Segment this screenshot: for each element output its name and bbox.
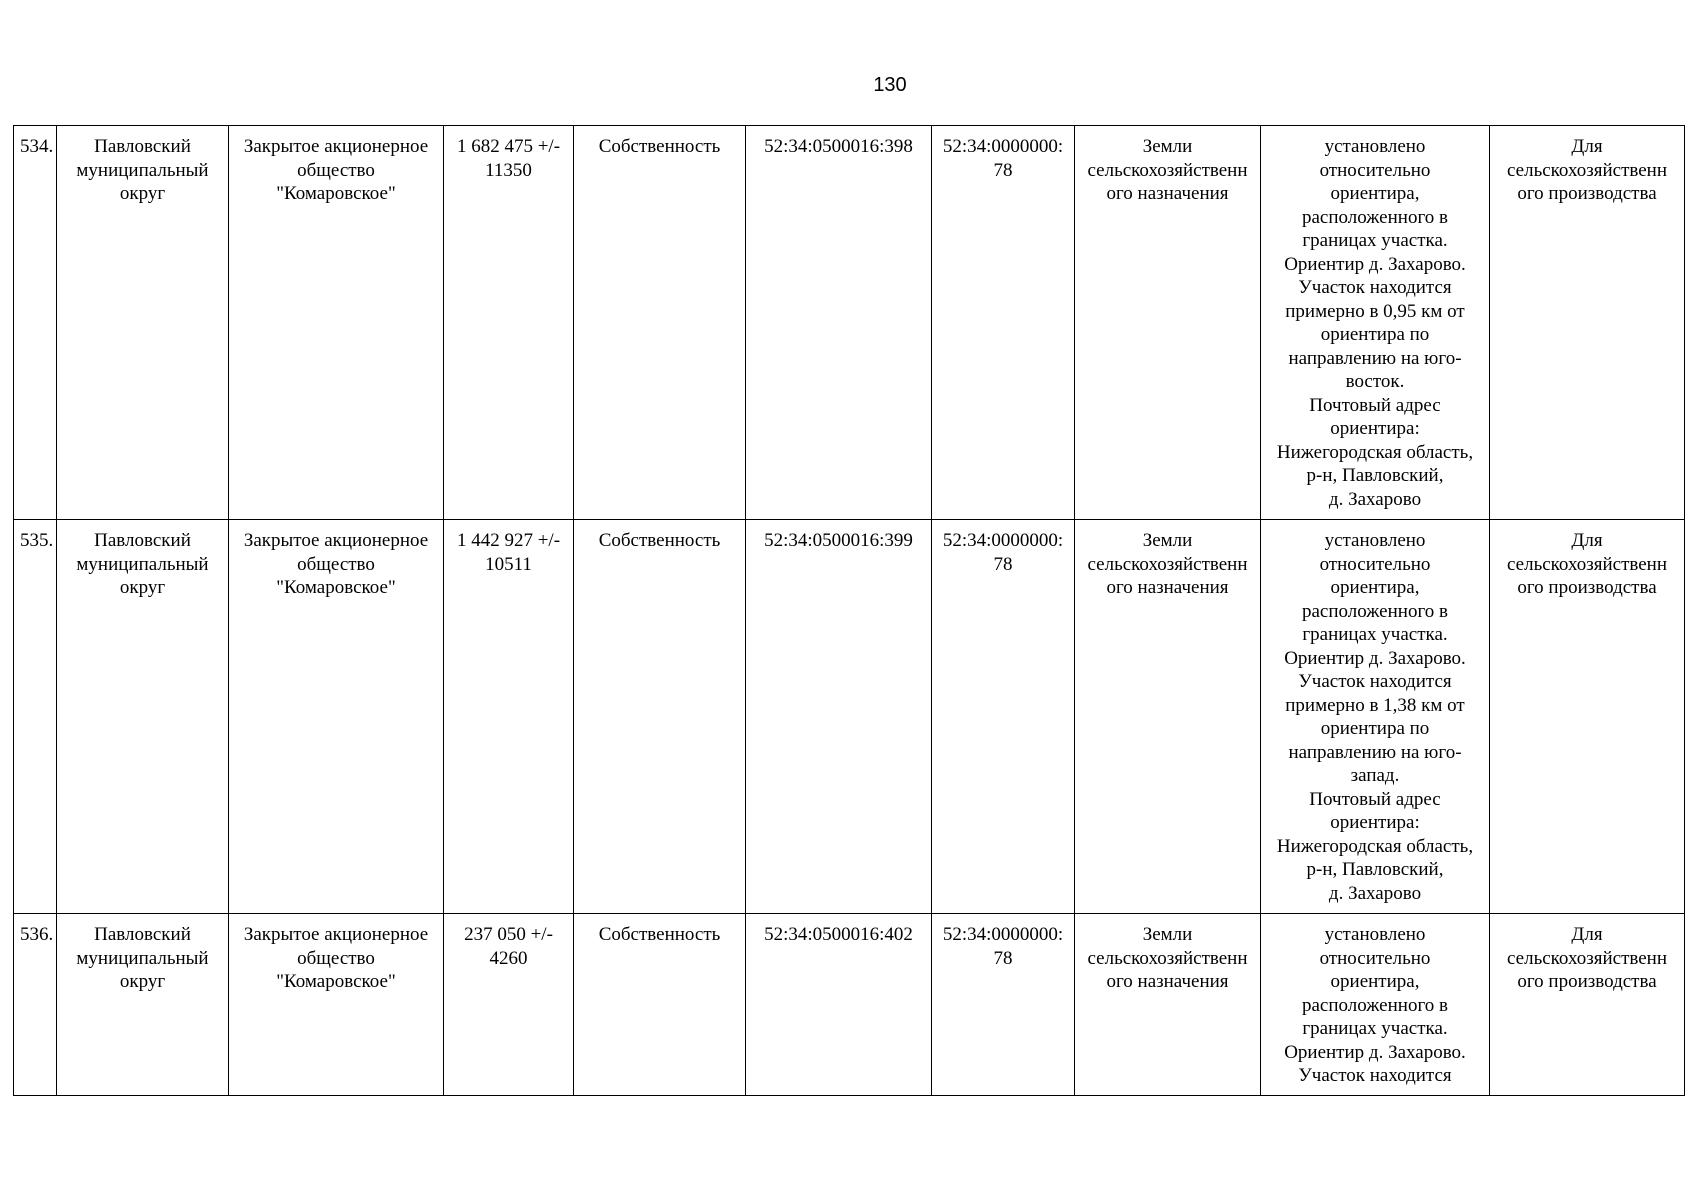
cell-location	[1261, 126, 1490, 520]
land-category-text: ого назначения	[1106, 577, 1229, 598]
location-text: примерно в 0,95 км от	[1285, 300, 1465, 322]
cell-owner	[229, 126, 444, 520]
owner-text: "Комаровское"	[276, 577, 396, 598]
location-text: д. Захарово	[1328, 488, 1422, 510]
cell-land-category	[1075, 520, 1261, 914]
cell-parent-cadastral	[932, 914, 1075, 1096]
table-row	[14, 126, 1685, 520]
location-text: р-н, Павловский,	[1306, 465, 1444, 486]
area-text: 11350	[485, 159, 532, 181]
cell-location	[1261, 520, 1490, 914]
district-text: муниципальный	[76, 947, 209, 969]
cell-district	[57, 520, 229, 914]
location-text: установлено	[1324, 530, 1426, 551]
owner-text: Закрытое акционерное	[243, 530, 429, 551]
permitted-use-text: Для	[1571, 136, 1603, 157]
cell-row-number	[14, 914, 57, 1096]
right-type-text: Собственность	[598, 924, 721, 945]
parent-cadastral-text: 52:34:0000000:	[942, 530, 1064, 551]
permitted-use-text: Для	[1571, 530, 1603, 551]
table-row	[14, 914, 1685, 1096]
land-category-text: ого назначения	[1106, 971, 1229, 992]
location-text: ориентира по	[1320, 718, 1430, 739]
cadastral-number-text: 52:34:0500016:399	[764, 530, 913, 551]
page-number: 130	[873, 74, 907, 96]
row-number: 534.	[20, 136, 54, 157]
location-text: границах участка.	[1302, 230, 1448, 251]
owner-text: Закрытое акционерное	[243, 924, 429, 945]
permitted-use-text: Для	[1571, 924, 1603, 945]
right-type-text: Собственность	[598, 530, 721, 551]
cadastral-number-text: 52:34:0500016:402	[764, 924, 913, 945]
land-category-text: Земли	[1142, 136, 1193, 157]
district-text: Павловский	[94, 136, 191, 157]
location-text: границах участка.	[1302, 1018, 1448, 1039]
location-text: расположенного в	[1302, 206, 1448, 228]
cell-area	[444, 914, 574, 1096]
location-text: Ориентир д. Захарово.	[1284, 1041, 1466, 1063]
cell-district	[57, 126, 229, 520]
permitted-use-text: ого производства	[1517, 971, 1657, 992]
owner-text: общество	[297, 159, 375, 181]
cell-right-type	[574, 520, 746, 914]
owner-text: "Комаровское"	[276, 183, 396, 204]
parent-cadastral-text: 78	[993, 159, 1013, 181]
parent-cadastral-text: 52:34:0000000:	[942, 924, 1064, 945]
right-type-text: Собственность	[598, 136, 721, 157]
cell-area	[444, 126, 574, 520]
permitted-use-text: сельскохозяйственн	[1506, 947, 1668, 969]
location-text: р-н, Павловский,	[1306, 859, 1444, 880]
location-text: ориентира,	[1330, 971, 1420, 992]
cell-cadastral-number	[746, 914, 932, 1096]
location-text: направлению на юго-	[1288, 347, 1462, 369]
cell-right-type	[574, 126, 746, 520]
location-text: Почтовый адрес	[1309, 788, 1441, 810]
row-number: 536.	[20, 924, 54, 945]
cell-land-category	[1075, 914, 1261, 1096]
district-text: Павловский	[94, 530, 191, 551]
location-text: расположенного в	[1302, 994, 1448, 1016]
row-number: 535.	[20, 530, 54, 551]
parent-cadastral-text: 78	[993, 947, 1013, 969]
location-text: относительно	[1319, 947, 1431, 969]
district-text: округ	[119, 183, 166, 204]
location-text: д. Захарово	[1328, 882, 1422, 904]
location-text: ориентира,	[1330, 577, 1420, 598]
location-text: установлено	[1324, 136, 1426, 157]
permitted-use-text: ого производства	[1517, 183, 1657, 204]
location-text: восток.	[1345, 371, 1405, 392]
cell-right-type	[574, 914, 746, 1096]
district-text: Павловский	[94, 924, 191, 945]
location-text: границах участка.	[1302, 624, 1448, 645]
location-text: примерно в 1,38 км от	[1285, 694, 1465, 716]
owner-text: Закрытое акционерное	[243, 136, 429, 157]
location-text: Ориентир д. Захарово.	[1284, 253, 1466, 275]
location-text: относительно	[1319, 553, 1431, 575]
land-category-text: Земли	[1142, 924, 1193, 945]
area-text: 1 682 475 +/-	[456, 136, 561, 157]
location-text: Ориентир д. Захарово.	[1284, 647, 1466, 669]
district-text: муниципальный	[76, 553, 209, 575]
cell-row-number	[14, 520, 57, 914]
land-category-text: Земли	[1142, 530, 1193, 551]
location-text: расположенного в	[1302, 600, 1448, 622]
district-text: округ	[119, 971, 166, 992]
owner-text: общество	[297, 553, 375, 575]
area-text: 237 050 +/-	[464, 924, 553, 945]
location-text: относительно	[1319, 159, 1431, 181]
permitted-use-text: ого производства	[1517, 577, 1657, 598]
cell-cadastral-number	[746, 520, 932, 914]
parent-cadastral-text: 78	[993, 553, 1013, 575]
district-text: муниципальный	[76, 159, 209, 181]
permitted-use-text: сельскохозяйственн	[1506, 553, 1668, 575]
cell-parent-cadastral	[932, 520, 1075, 914]
cadastral-number-text: 52:34:0500016:398	[764, 136, 913, 157]
area-text: 10511	[485, 553, 532, 575]
area-text: 4260	[489, 947, 528, 969]
permitted-use-text: сельскохозяйственн	[1506, 159, 1668, 181]
location-text: запад.	[1350, 765, 1400, 786]
location-text: Участок находится	[1298, 1065, 1452, 1086]
location-text: Почтовый адрес	[1309, 394, 1441, 416]
location-text: Нижегородская область,	[1276, 835, 1474, 857]
location-text: ориентира по	[1320, 324, 1430, 345]
land-category-text: ого назначения	[1106, 183, 1229, 204]
parent-cadastral-text: 52:34:0000000:	[942, 136, 1064, 157]
location-text: ориентира,	[1330, 183, 1420, 204]
land-registry-table	[13, 125, 1685, 1096]
cell-parent-cadastral	[932, 126, 1075, 520]
land-category-text: сельскохозяйственн	[1087, 947, 1248, 969]
location-text: Участок находится	[1298, 277, 1452, 298]
table-row	[14, 520, 1685, 914]
cell-permitted-use	[1490, 126, 1685, 520]
land-category-text: сельскохозяйственн	[1087, 553, 1248, 575]
cell-permitted-use	[1490, 914, 1685, 1096]
cell-location	[1261, 914, 1490, 1096]
cell-owner	[229, 914, 444, 1096]
owner-text: общество	[297, 947, 375, 969]
owner-text: "Комаровское"	[276, 971, 396, 992]
cell-row-number	[14, 126, 57, 520]
location-text: установлено	[1324, 924, 1426, 945]
cell-permitted-use	[1490, 520, 1685, 914]
land-category-text: сельскохозяйственн	[1087, 159, 1248, 181]
location-text: Нижегородская область,	[1276, 441, 1474, 463]
cell-district	[57, 914, 229, 1096]
cell-area	[444, 520, 574, 914]
location-text: ориентира:	[1330, 812, 1420, 833]
location-text: ориентира:	[1330, 418, 1420, 439]
location-text: направлению на юго-	[1288, 741, 1462, 763]
cell-land-category	[1075, 126, 1261, 520]
cell-cadastral-number	[746, 126, 932, 520]
location-text: Участок находится	[1298, 671, 1452, 692]
area-text: 1 442 927 +/-	[456, 530, 561, 551]
cell-owner	[229, 520, 444, 914]
district-text: округ	[119, 577, 166, 598]
